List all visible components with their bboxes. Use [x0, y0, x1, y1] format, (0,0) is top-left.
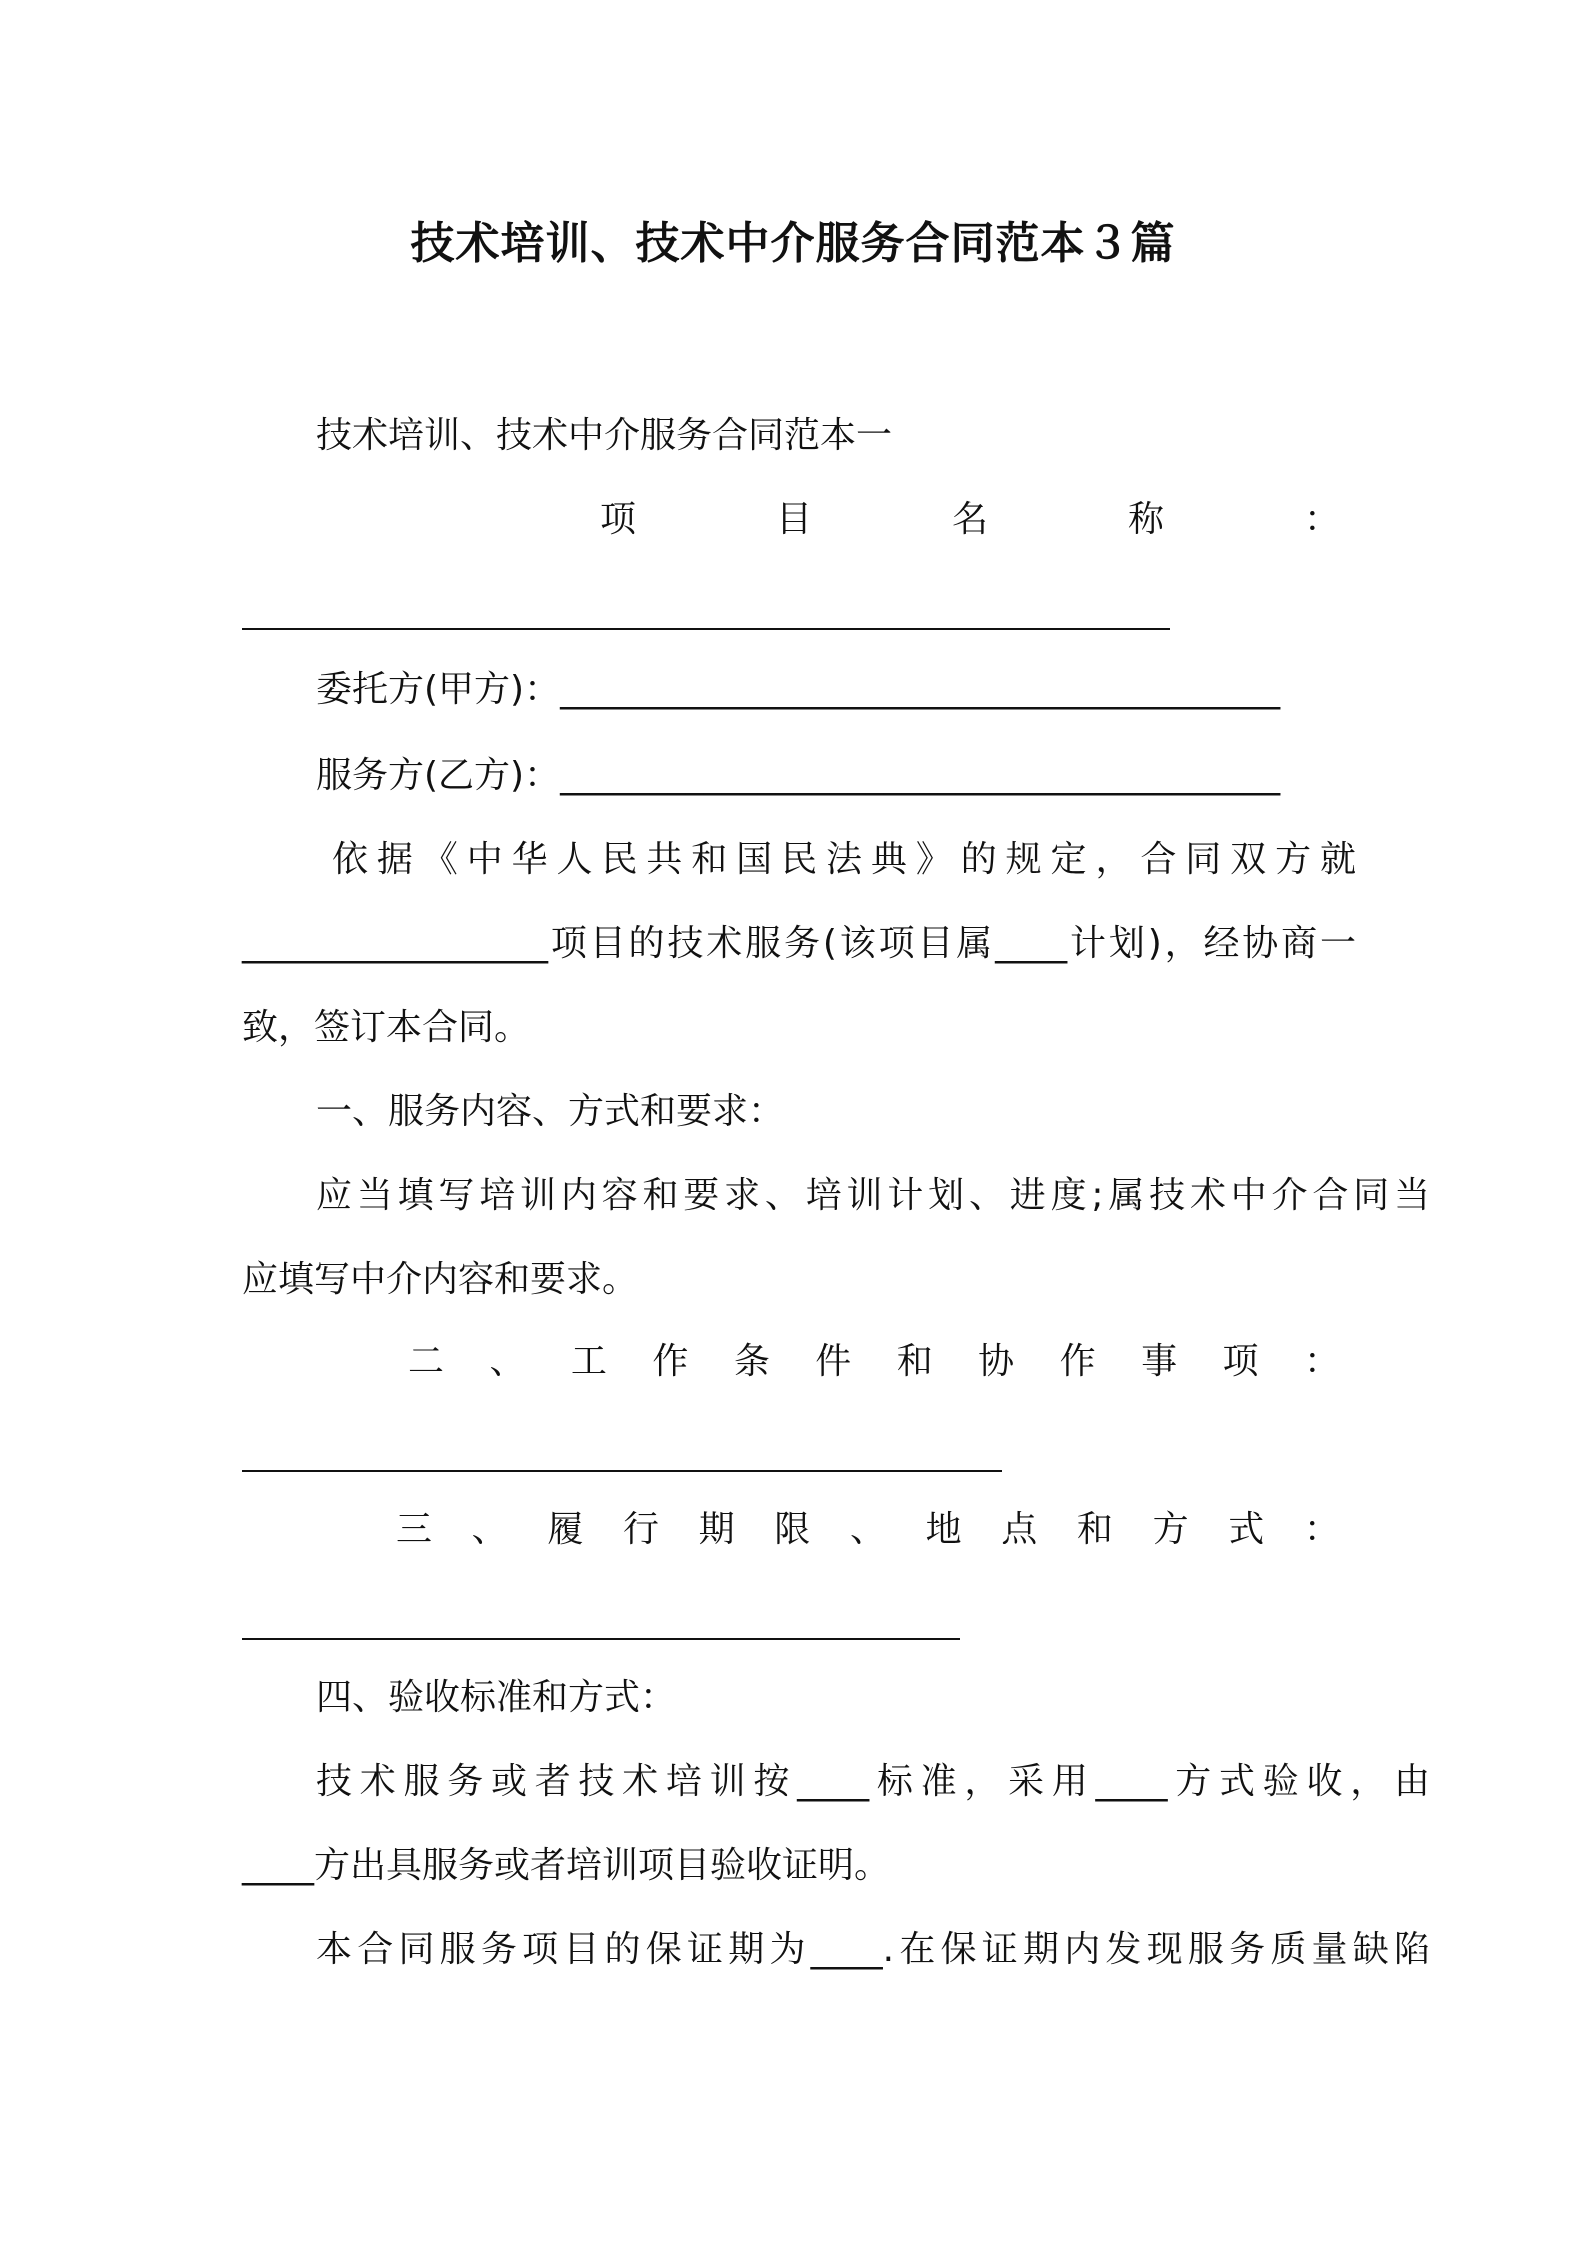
clause2-char: 二: [408, 1341, 445, 1382]
clause3-char: 限: [774, 1509, 811, 1550]
clause1-line-1: 应当填写培训内容和要求、培训计划、进度;属技术中介合同当: [316, 1175, 1430, 1216]
clause2-char: 作: [1059, 1341, 1096, 1382]
clause2-heading: [408, 1336, 1340, 1388]
clause3-char: 三: [396, 1509, 433, 1550]
clause3-heading: [396, 1504, 1340, 1556]
clause1-line-2: 应填写中介内容和要求。: [242, 1259, 639, 1300]
clause3-char: 点: [1001, 1509, 1038, 1550]
project-name-char: 名: [951, 499, 988, 540]
clause3-char: 式: [1228, 1509, 1265, 1550]
clause2-blank: [242, 1470, 1002, 1472]
clause2-char: 、: [489, 1341, 526, 1382]
project-name-char: 项: [600, 499, 637, 540]
basis-line-2: _________________项目的技术服务(该项目属____计划)，经协商一: [242, 923, 1356, 964]
clause2-char: 件: [815, 1341, 852, 1382]
clause4-line-2: ____方出具服务或者培训项目验收证明。: [242, 1845, 891, 1886]
clause3-char: 和: [1076, 1509, 1113, 1550]
project-name-char: 称: [1127, 499, 1164, 540]
project-name-blank: [242, 628, 1170, 630]
clause2-char: 项: [1222, 1341, 1259, 1382]
clause2-char: 和: [896, 1341, 933, 1382]
clause3-char: 、: [849, 1509, 886, 1550]
clause2-char: 事: [1141, 1341, 1178, 1382]
clause2-char: 工: [570, 1341, 607, 1382]
project-name-char: ：: [1303, 499, 1340, 540]
clause2-char: ：: [1303, 1341, 1340, 1382]
clause3-char: 履: [547, 1509, 584, 1550]
clause3-blank: [242, 1638, 960, 1640]
basis-line-1: 依据《中华人民共和国民法典》的规定，合同双方就: [332, 839, 1356, 880]
clause1-heading: 一、服务内容、方式和要求：: [316, 1091, 785, 1132]
section-heading: 技术培训、技术中介服务合同范本一: [316, 415, 893, 456]
clause3-char: 、: [471, 1509, 508, 1550]
project-name-label: [600, 494, 1340, 546]
clause3-char: 期: [698, 1509, 735, 1550]
basis-line-3: 致，签订本合同。: [242, 1007, 531, 1048]
document-title: 技术培训、技术中介服务合同范本３篇: [410, 218, 1176, 269]
clause2-char: 协: [978, 1341, 1015, 1382]
project-name-char: 目: [775, 499, 812, 540]
clause4-line-1: 技术服务或者技术培训按____标准，采用____方式验收，由: [316, 1761, 1430, 1802]
clause3-char: 方: [1152, 1509, 1189, 1550]
clause3-char: 地: [925, 1509, 962, 1550]
clause2-char: 作: [652, 1341, 689, 1382]
clause3-char: 行: [622, 1509, 659, 1550]
party-a-line: 委托方(甲方)：________________________________________: [316, 669, 1281, 710]
party-b-line: 服务方(乙方)：________________________________________: [316, 755, 1281, 796]
clause3-char: ：: [1303, 1509, 1340, 1550]
clause2-char: 条: [733, 1341, 770, 1382]
warranty-line: 本合同服务项目的保证期为____.在保证期内发现服务质量缺陷: [316, 1929, 1430, 1970]
clause4-heading: 四、验收标准和方式：: [316, 1677, 677, 1718]
